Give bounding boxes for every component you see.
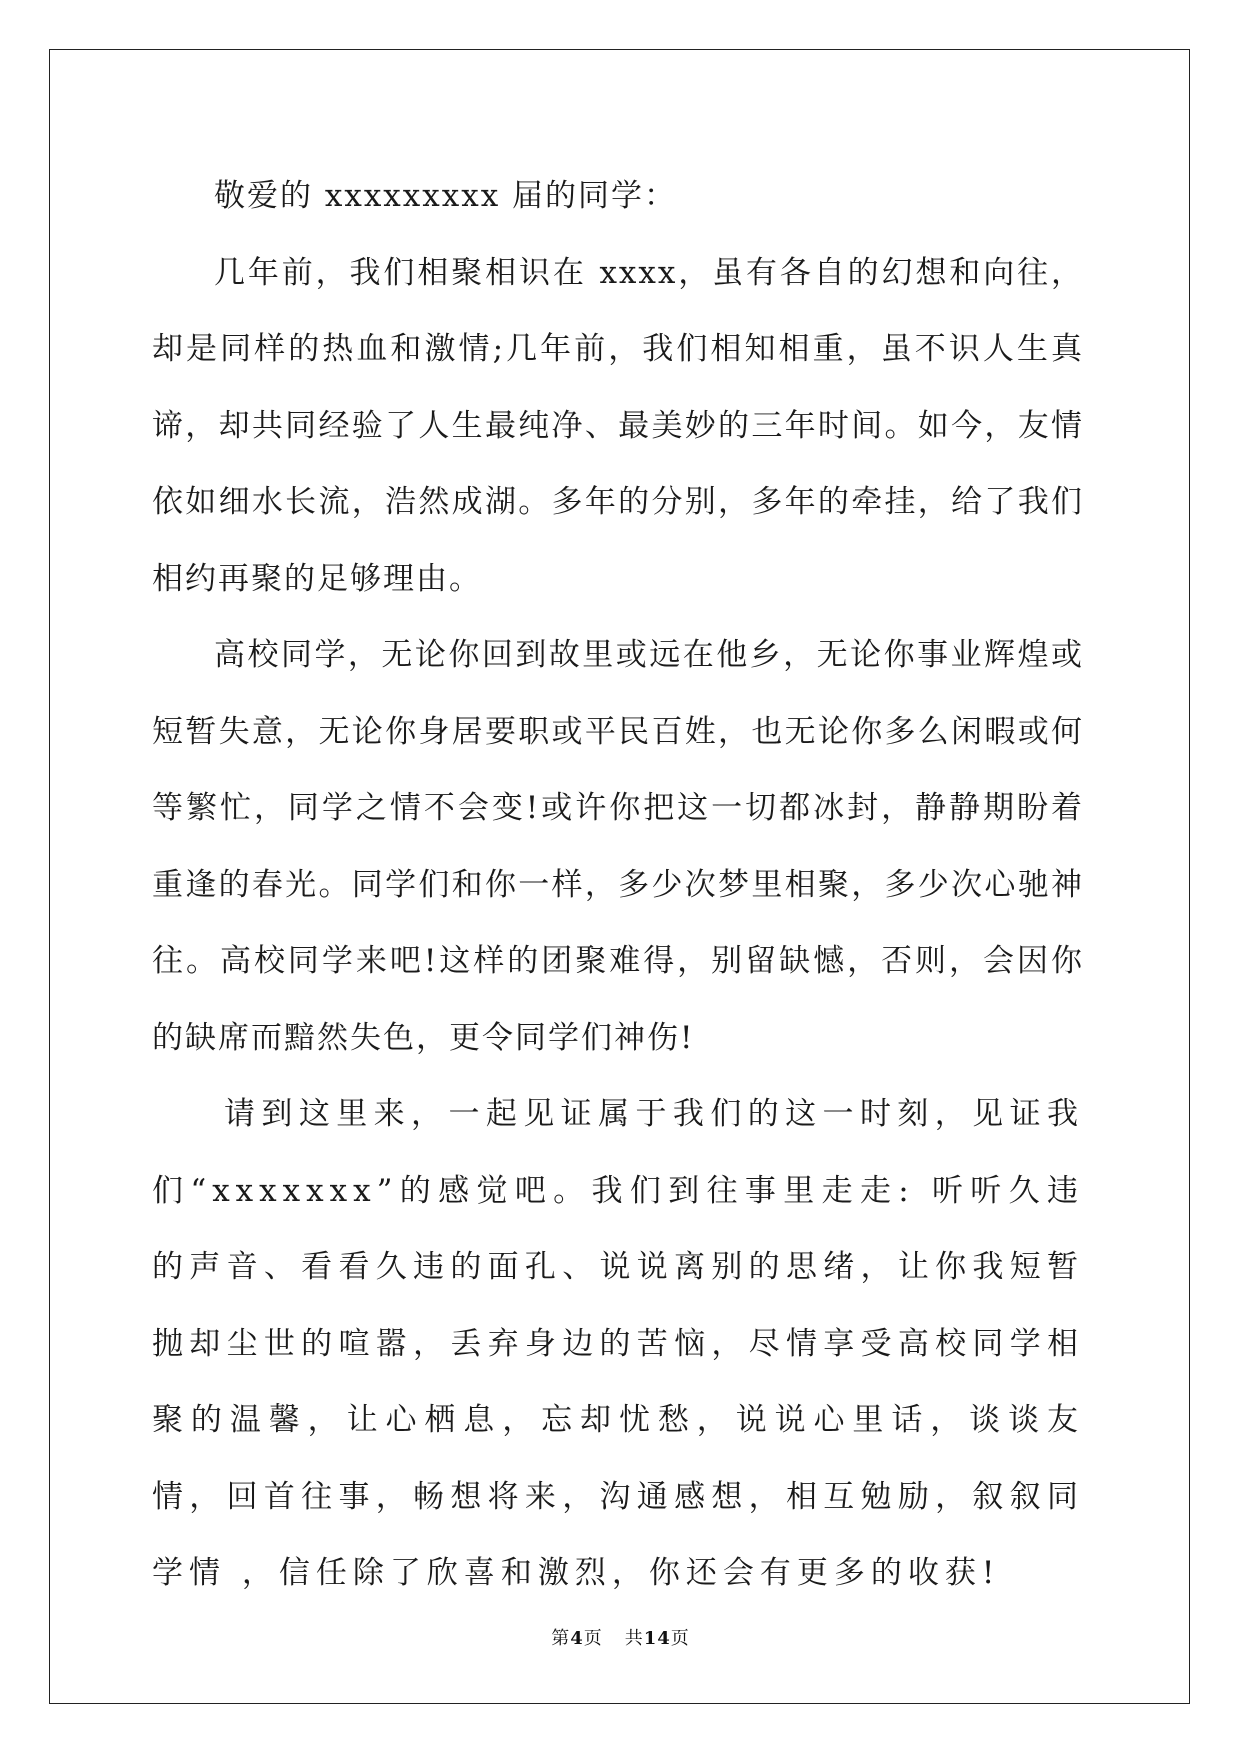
paragraph-3: 请到这里来，一起见证属于我们的这一时刻，见证我们“xxxxxxx”的感觉吧。我们到往事里走走: 听听久违的声音、看看久违的面孔、说说离别的思绪，让你我短暂抛却尘世的喧嚣，丢弃身边的苦恼，尽情享受高校同学相聚的温馨，让心栖息，忘却忧愁，说说心里话，谈谈友情，回首往事，畅想将来，沟通感想，相互勉励，叙叙同学情 ，信任除了欣喜和激烈，你还会有更多的收获!: [152, 1096, 1084, 1591]
total-suffix: 页: [670, 1628, 690, 1649]
letter-body: [152, 158, 1084, 1612]
page-footer: [0, 1624, 1241, 1650]
salutation: 敬爱的 xxxxxxxxx 届的同学：: [214, 178, 678, 214]
page-suffix: 页: [583, 1628, 603, 1649]
paragraph-1: 几年前，我们相聚相识在 xxxx，虽有各自的幻想和向往，却是同样的热血和激情;几年前，我们相知相重，虽不识人生真谛，却共同经验了人生最纯净、最美妙的三年时间。如今，友情依如细水长流，浩然成湖。多年的分别，多年的牵挂，给了我们相约再聚的足够理由。: [152, 254, 1084, 597]
page-total: 14: [643, 1628, 671, 1649]
page-prefix: 第: [551, 1628, 571, 1649]
paragraph-2: 高校同学，无论你回到故里或远在他乡，无论你事业辉煌或短暂失意，无论你身居要职或平民百姓，也无论你多么闲暇或何等繁忙，同学之情不会变!或许你把这一切都冰封，静静期盼着重逢的春光。同学们和你一样，多少次梦里相聚，多少次心驰神往。高校同学来吧!这样的团聚难得，别留缺憾，否则，会因你的缺席而黯然失色，更令同学们神伤!: [152, 637, 1084, 1056]
page-number: 4: [570, 1628, 584, 1649]
total-prefix: 共: [624, 1628, 644, 1649]
